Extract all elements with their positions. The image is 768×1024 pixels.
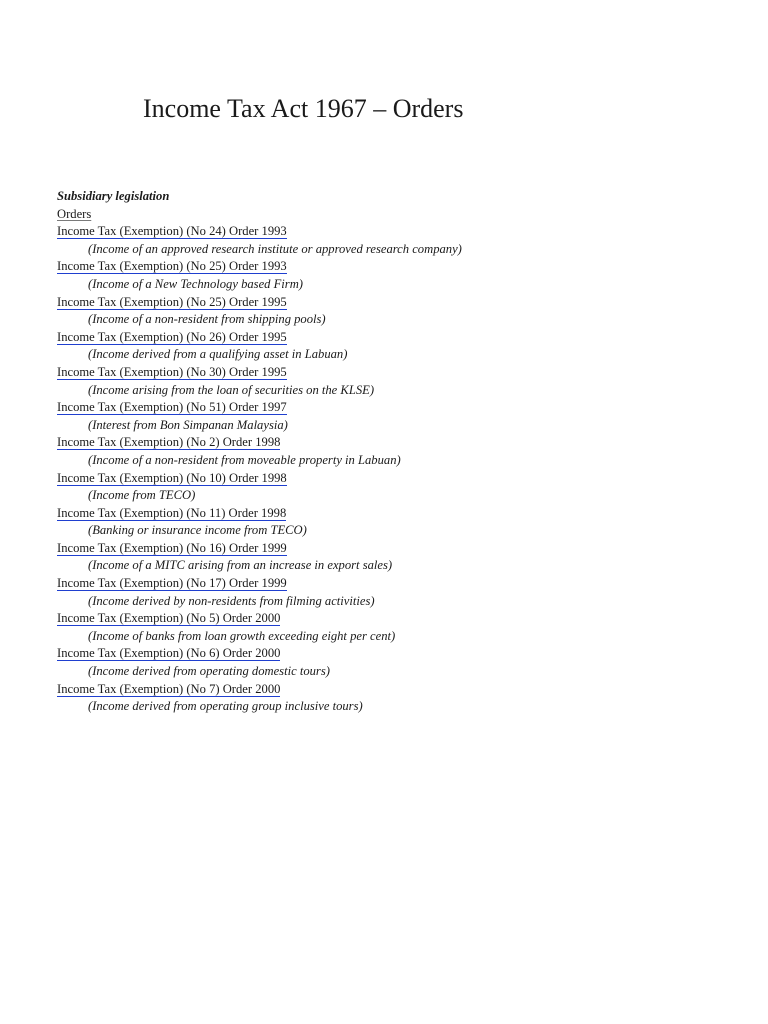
order-link-text: Income Tax (Exemption) (No 16) Order 1999 <box>57 540 287 555</box>
section-heading: Subsidiary legislation <box>57 189 170 203</box>
order-link-text: Income Tax (Exemption) (No 10) Order 1998 <box>57 470 287 485</box>
order-link[interactable] <box>57 540 462 558</box>
order-link[interactable] <box>57 575 462 593</box>
order-link-text: Income Tax (Exemption) (No 5) Order 2000 <box>57 611 281 626</box>
order-link-text: Income Tax (Exemption) (No 6) Order 2000 <box>57 646 281 661</box>
orders-list <box>57 223 462 716</box>
order-description: (Income of a MITC arising from an increase in export sales) <box>88 558 393 573</box>
order-link[interactable] <box>57 258 462 276</box>
order-link[interactable] <box>57 470 462 488</box>
order-link[interactable] <box>57 434 462 452</box>
order-description: (Income of an approved research institute or approved research company) <box>88 241 462 256</box>
order-description: (Income derived from operating domestic tours) <box>88 664 330 679</box>
order-link[interactable] <box>57 645 462 663</box>
order-description: (Income from TECO) <box>88 488 196 503</box>
order-link-text: Income Tax (Exemption) (No 25) Order 1993 <box>57 259 287 274</box>
order-link[interactable] <box>57 505 462 523</box>
order-description: (Interest from Bon Simpanan Malaysia) <box>88 417 288 432</box>
order-link-text: Income Tax (Exemption) (No 2) Order 1998 <box>57 435 281 450</box>
order-description: (Income of a non-resident from moveable property in Labuan) <box>88 452 401 467</box>
order-link[interactable] <box>57 329 462 347</box>
order-link-text: Income Tax (Exemption) (No 51) Order 1997 <box>57 400 287 415</box>
order-description: (Income derived by non-residents from filming activities) <box>88 593 375 608</box>
order-link-text: Income Tax (Exemption) (No 25) Order 1995 <box>57 294 287 309</box>
order-link-text: Income Tax (Exemption) (No 26) Order 1995 <box>57 329 287 344</box>
orders-label: Orders <box>57 206 92 221</box>
order-link-text: Income Tax (Exemption) (No 7) Order 2000 <box>57 681 281 696</box>
order-link[interactable] <box>57 294 462 312</box>
order-description: (Income of banks from loan growth exceeding eight per cent) <box>88 628 396 643</box>
order-description: (Income of a non-resident from shipping pools) <box>88 312 326 327</box>
order-link[interactable] <box>57 610 462 628</box>
order-link[interactable] <box>57 364 462 382</box>
order-description: (Income arising from the loan of securities on the KLSE) <box>88 382 375 397</box>
order-link[interactable] <box>57 223 462 241</box>
order-description: (Income derived from operating group inclusive tours) <box>88 699 363 714</box>
order-description: (Banking or insurance income from TECO) <box>88 523 307 538</box>
order-description: (Income derived from a qualifying asset in Labuan) <box>88 347 348 362</box>
order-link-text: Income Tax (Exemption) (No 11) Order 1998 <box>57 505 287 520</box>
document-body <box>57 188 462 716</box>
page-title: Income Tax Act 1967 – Orders <box>143 94 464 123</box>
order-link[interactable] <box>57 399 462 417</box>
order-description: (Income of a New Technology based Firm) <box>88 276 303 291</box>
order-link[interactable] <box>57 681 462 699</box>
order-link-text: Income Tax (Exemption) (No 24) Order 1993 <box>57 224 287 239</box>
order-link-text: Income Tax (Exemption) (No 30) Order 1995 <box>57 364 287 379</box>
order-link-text: Income Tax (Exemption) (No 17) Order 1999 <box>57 576 287 591</box>
